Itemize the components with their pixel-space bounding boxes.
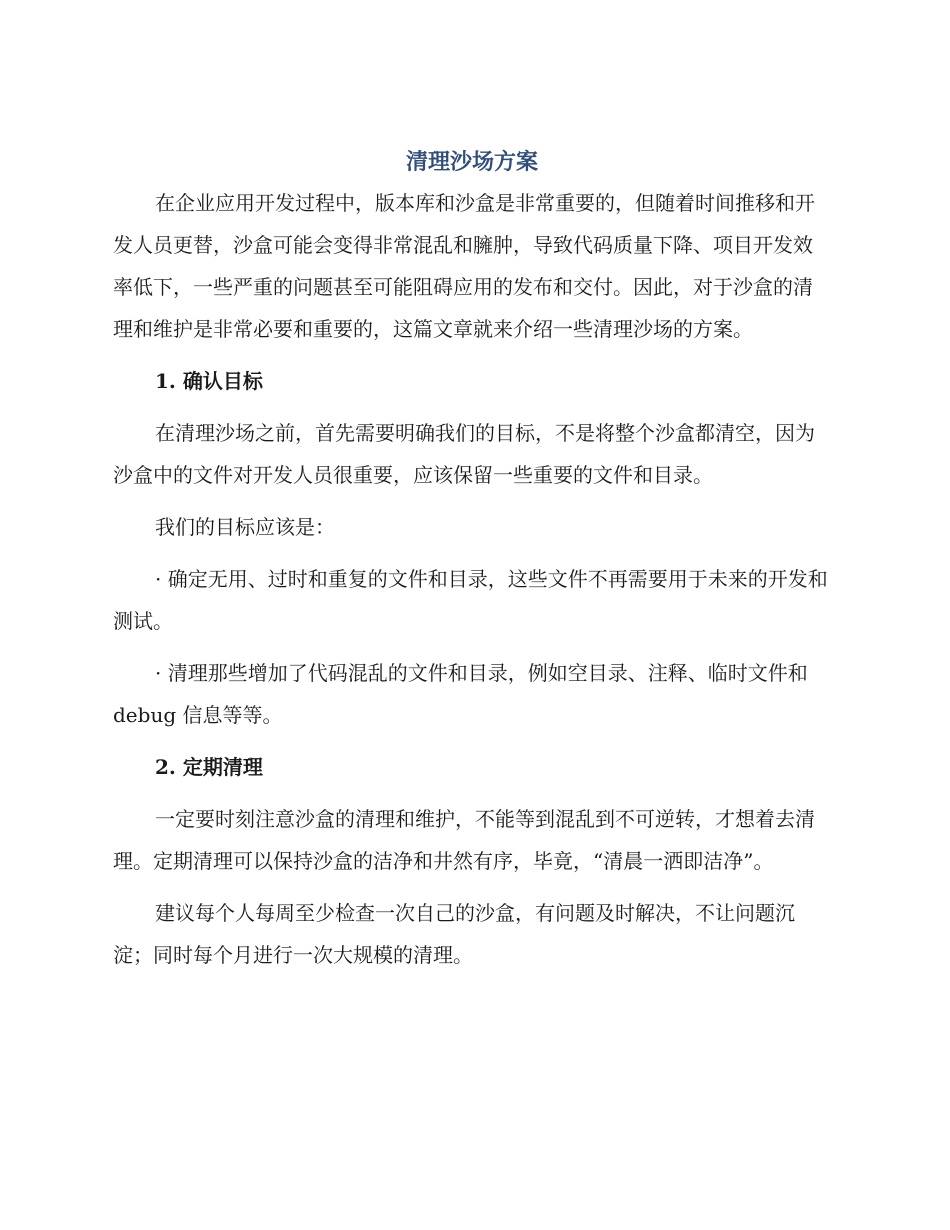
section2-paragraph-1: 一定要时刻注意沙盒的清理和维护，不能等到混乱到不可逆转，才想着去清理。定期清理可以保持沙盒的洁净和井然有序，毕竟，“清晨一洒即洁净”。 bbox=[113, 807, 815, 873]
section1-bullet-2: · 清理那些增加了代码混乱的文件和目录，例如空目录、注释、临时文件和 debug 信息等等。 bbox=[113, 661, 808, 727]
section2-paragraph-2: 建议每个人每周至少检查一次自己的沙盒，有问题及时解决，不让问题沉淀；同时每个月进行一次大规模的清理。 bbox=[113, 901, 795, 967]
section1-bullet-1: · 确定无用、过时和重复的文件和目录，这些文件不再需要用于未来的开发和测试。 bbox=[113, 567, 828, 633]
intro-paragraph: 在企业应用开发过程中，版本库和沙盒是非常重要的，但随着时间推移和开发人员更替，沙盒可能会变得非常混乱和臃肿，导致代码质量下降、项目开发效率低下，一些严重的问题甚至可能阻碍应用的发布和交付。因此，对于沙盒的清理和维护是非常必要和重要的，这篇文章就来介绍一些清理沙场的方案。 bbox=[113, 191, 815, 341]
page-title: 清理沙场方案 bbox=[405, 150, 538, 175]
section-heading-regular-cleanup: 2. 定期清理 bbox=[155, 755, 263, 779]
section1-paragraph-2: 我们的目标应该是： bbox=[155, 515, 335, 539]
section1-paragraph-1: 在清理沙场之前，首先需要明确我们的目标，不是将整个沙盒都清空，因为沙盒中的文件对开发人员很重要，应该保留一些重要的文件和目录。 bbox=[113, 421, 815, 487]
document-page bbox=[113, 148, 831, 986]
section-heading-confirm-goal: 1. 确认目标 bbox=[155, 369, 263, 393]
